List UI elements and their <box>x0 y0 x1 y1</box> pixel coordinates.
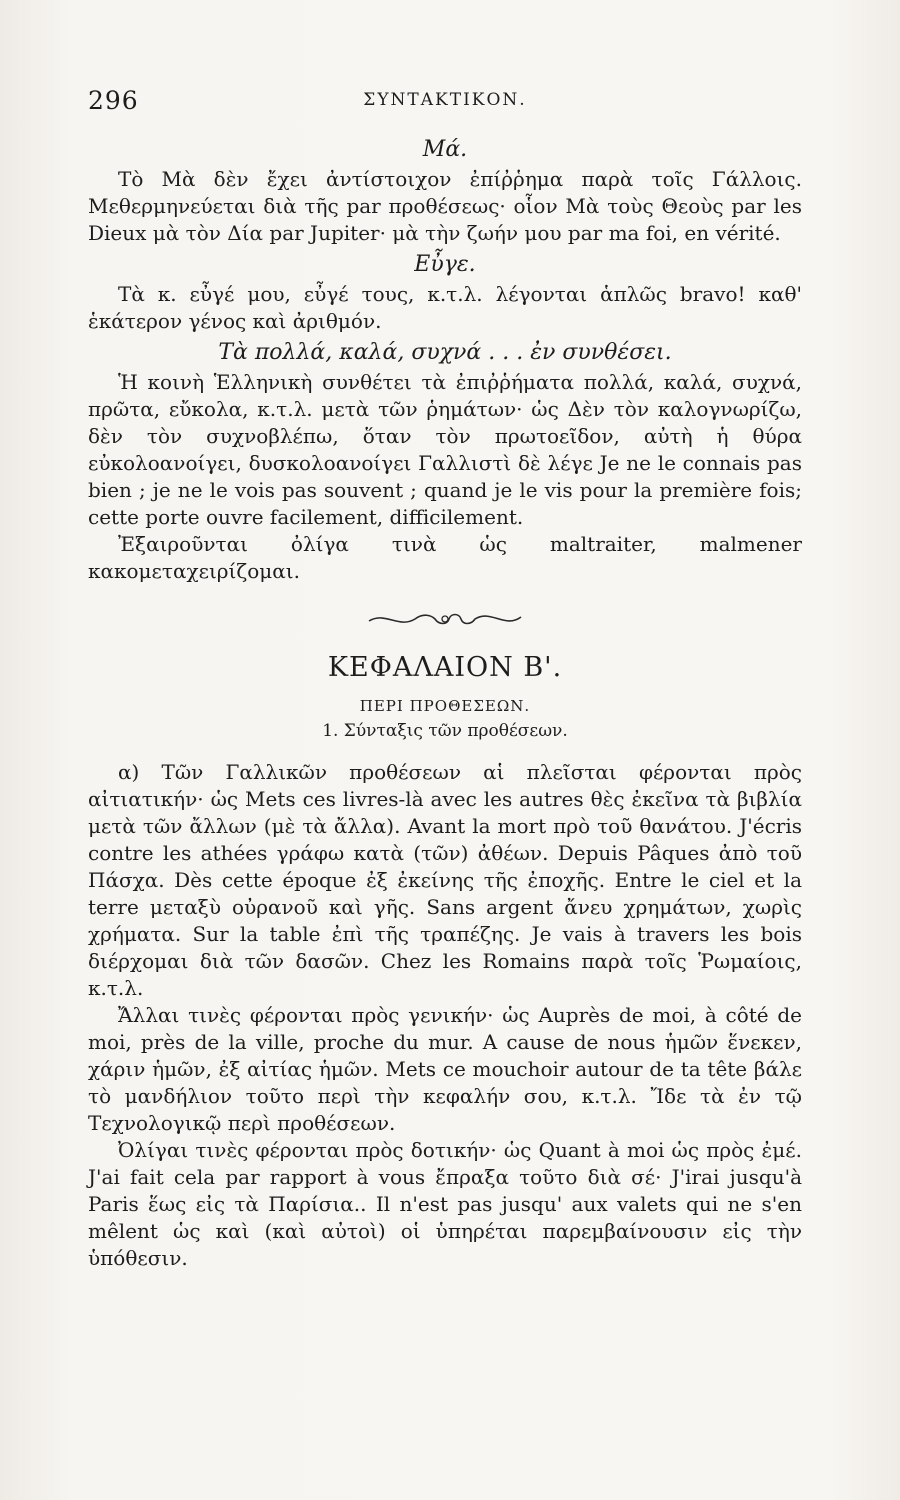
paragraph-euge: Τὰ κ. εὖγέ μου, εὖγέ τους, κ.τ.λ. λέγονται ἁπλῶς bravo! καθ' ἑκάτερον γένος καὶ ἀριθμόν. <box>88 282 802 333</box>
paragraph-dative: Ὀλίγαι τινὲς φέρονται πρὸς δοτικήν· ὡς Quant à moi ὡς πρὸς ἐμέ. J'ai fait cela par rapport à vous ἔπραξα τοῦτο διὰ σέ· J'irai jusqu'à Paris ἕως εἰς τὰ Παρίσια.. Il n'est pas jusqu' aux valets qui ne s'en mêlent ὡς καὶ (καὶ αὐτοὶ) οἱ ὑπηρέται παρεμβαίνουσιν εἰς τὴν ὑπόθεσιν. <box>88 1138 802 1270</box>
chapter-title: ΚΕΦΑΛΑΙΟΝ Β'. <box>327 652 563 683</box>
heading-pola: Τὰ πολλά, καλά, συχνά . . . ἐν συνθέσει. <box>218 340 672 365</box>
paragraph-exception: Ἐξαιροῦνται ὀλίγα τινὰ ὡς maltraiter, malmener κακομεταχειρίζομαι. <box>88 532 802 583</box>
paragraph-accusative: α) Τῶν Γαλλικῶν προθέσεων αἱ πλεῖσται φέρονται πρὸς αἰτιατικήν· ὡς Mets ces livres-là avec les autres θὲς ἐκεῖνα τὰ βιβλία μετὰ τῶν ἄλλων (μὲ τὰ ἄλλα). Avant la mort πρὸ τοῦ θανάτου. J'écris contre les athées γράφω κατὰ (τῶν) ἀθέων. Depuis Pâques ἀπὸ τοῦ Πάσχα. Dès cette époque ἐξ ἐκείνης τῆς ἐποχῆς. Entre le ciel et la terre μεταξὺ οὐρανοῦ καὶ γῆς. Sans argent ἄνευ χρημάτων, χωρὶς χρήματα. Sur la table ἐπὶ τῆς τραπέζης. Je vais à travers les bois διέρχομαι διὰ τῶν δασῶν. Chez les Romains παρὰ τοῖς Ῥωμαίοις, κ.τ.λ. <box>88 760 802 1000</box>
ornament-divider-icon <box>365 607 525 631</box>
paragraph-genitive: Ἄλλαι τινὲς φέρονται πρὸς γενικήν· ὡς Auprès de moi, à côté de moi, près de la ville, proche du mur. A cause de nous ἡμῶν ἕνεκεν, χάριν ἡμῶν, ἐξ αἰτίας ἡμῶν. Mets ce mouchoir autour de ta tête βάλε τὸ μανδήλιον τοῦτο περὶ τὴν κεφαλήν σου, κ.τ.λ. Ἴδε τὰ ἐν τῷ Τεχνολογικῷ περὶ προθέσεων. <box>88 1003 802 1135</box>
paragraph-ma: Τὸ Μὰ δὲν ἔχει ἀντίστοιχον ἐπίῤῥημα παρὰ τοῖς Γάλλοις. Μεθερμηνεύεται διὰ τῆς par προθέσεως· οἷον Μὰ τοὺς Θεοὺς par les Dieux μὰ τὸν Δία par Jupiter· μὰ τὴν ζωήν μου par ma foi, en vérité. <box>88 167 802 245</box>
running-head: ΣΥΝΤΑΚΤΙΚΟΝ. <box>363 90 527 110</box>
paragraph-pola: Ἡ κοινὴ Ἑλληνικὴ συνθέτει τὰ ἐπιῤῥήματα πολλά, καλά, συχνά, πρῶτα, εὔκολα, κ.τ.λ. μετὰ τῶν ῥημάτων· ὡς Δὲν τὸν καλογνωρίζω, δὲν τὸν συχνοβλέπω, ὅταν τὸν πρωτοεῖδον, αὐτὴ ἡ θύρα εὐκολοανοίγει, δυσκολοανοίγει Γαλλιστὶ δὲ λέγε Je ne le connais pas bien ; je ne le vois pas souvent ; quand je le vis pour la première fois; cette porte ouvre facilement, difficilement. <box>88 370 802 529</box>
page-number: 296 <box>88 86 139 115</box>
body-text <box>88 132 802 1272</box>
section-title: ΠΕΡΙ ΠΡΟΘΕΣΕΩΝ. <box>359 697 531 715</box>
subsection-title: 1. Σύνταξις τῶν προθέσεων. <box>322 721 568 741</box>
page-header <box>88 86 802 120</box>
heading-ma: Μά. <box>422 137 468 162</box>
heading-euge: Εὖγε. <box>414 252 476 277</box>
